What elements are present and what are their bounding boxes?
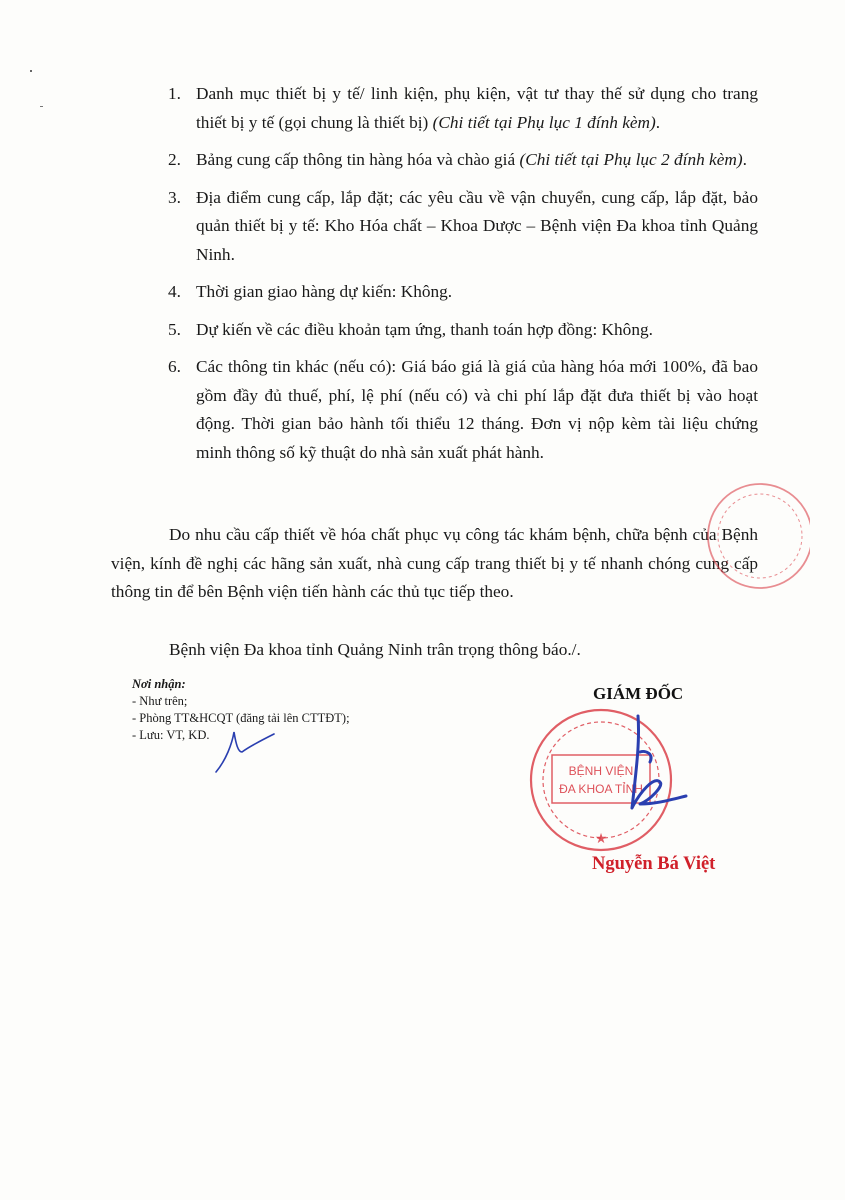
item-number: 1. <box>168 84 181 103</box>
request-paragraph: Do nhu cầu cấp thiết về hóa chất phục vụ công tác khám bệnh, chữa bệnh của Bệnh viện, kính đề nghị các hãng sản xuất, nhà cung cấp trang thiết bị y tế nhanh chóng cung cấp thông tin để bên Bệnh viện tiến hành các thủ tục tiếp theo. <box>111 525 758 601</box>
item-text: Các thông tin khác (nếu có): Giá báo giá là giá của hàng hóa mới 100%, đã bao gồm đầy đủ thuế, phí, lệ phí (nếu có) và chi phí lắp đặt đưa thiết bị vào hoạt động. Thời gian bảo hành tối thiểu 12 tháng. Đơn vị nộp kèm tài liệu chứng minh thông số kỹ thuật do nhà sản xuất phát hành. <box>196 357 758 462</box>
seal-line-2: ĐA KHOA TỈNH <box>559 782 643 796</box>
signer-name: Nguyễn Bá Việt <box>592 854 716 874</box>
recipient-line: - Phòng TT&HCQT (đăng tải lên CTTĐT); <box>132 711 350 725</box>
scan-speck <box>30 70 32 72</box>
item-italic: (Chi tiết tại Phụ lục 1 đính kèm) <box>432 112 656 132</box>
list-item-2 <box>168 146 758 175</box>
initial-mark <box>212 722 282 777</box>
seal-line-1: BỆNH VIỆN <box>568 764 634 778</box>
list-item-5 <box>168 316 758 345</box>
item-text: Danh mục thiết bị y tế/ linh kiện, phụ kiện, vật tư thay thế sử dụng cho trang thiết bị y tế (gọi chung là thiết bị) <box>196 84 758 132</box>
content-list <box>168 80 758 476</box>
item-text: Dự kiến về các điều khoản tạm ứng, thanh toán hợp đồng: Không. <box>196 319 653 339</box>
list-item-3 <box>168 184 758 270</box>
item-number: 3. <box>168 187 181 207</box>
recipient-line: - Lưu: VT, KD. <box>132 728 210 742</box>
item-italic: (Chi tiết tại Phụ lục 2 đính kèm) <box>519 150 743 169</box>
list-item-4 <box>168 278 758 307</box>
item-text: Bảng cung cấp thông tin hàng hóa và chào giá <box>196 150 520 169</box>
list-item-1 <box>168 80 758 137</box>
item-number: 6. <box>168 357 181 376</box>
item-tail: . <box>655 112 661 132</box>
recipients-label: Nơi nhận: <box>132 677 186 691</box>
item-number: 5. <box>168 319 181 339</box>
item-text: Thời gian giao hàng dự kiến: Không. <box>196 282 453 301</box>
list-item-6 <box>168 353 758 467</box>
item-number: 2. <box>168 150 181 169</box>
signer-title: GIÁM ĐỐC <box>593 684 684 703</box>
item-tail: . <box>742 150 747 169</box>
recipient-line: - Như trên; <box>132 694 188 708</box>
item-number: 4. <box>168 282 181 301</box>
scan-speck <box>40 106 43 107</box>
overlapping-seal-stamp <box>690 476 810 596</box>
item-text: Địa điểm cung cấp, lắp đặt; các yêu cầu về vận chuyển, cung cấp, lắp đặt, bảo quản thiết bị y tế: Kho Hóa chất – Khoa Dược – Bệnh viện Đa khoa tỉnh Quảng Ninh. <box>196 187 758 264</box>
director-signature <box>610 712 690 822</box>
closing-paragraph: Bệnh viện Đa khoa tỉnh Quảng Ninh trân trọng thông báo./. <box>169 640 581 659</box>
seal-star-glyph: ★ <box>594 830 608 846</box>
